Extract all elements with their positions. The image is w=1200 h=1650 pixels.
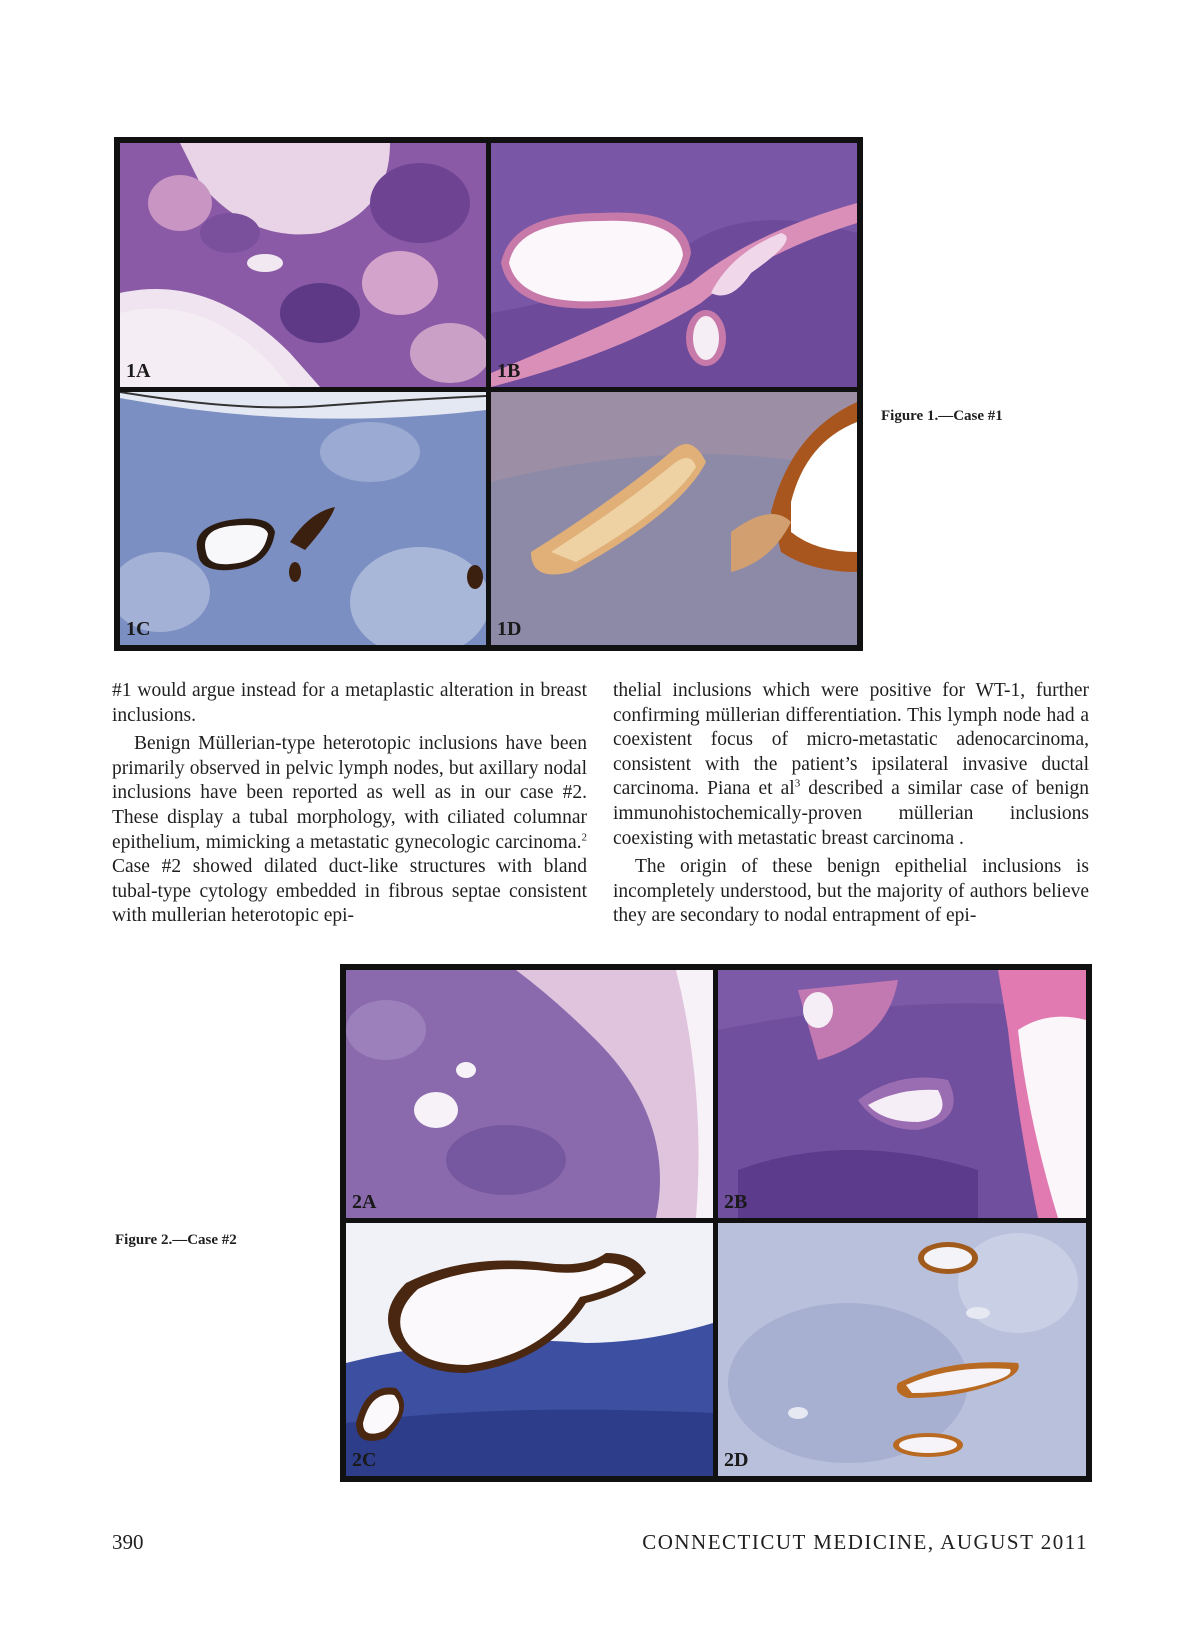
panel-label: 1D (497, 618, 522, 640)
paragraph-text: described a similar case of benign immunohistochemically-proven müllerian inclusions coexisting with metastatic breast carcinoma . (613, 778, 1089, 849)
paragraph: #1 would argue instead for a metaplastic alteration in breast inclusions. (112, 680, 587, 726)
figure-1d-image (491, 392, 857, 645)
panel-label: 2D (724, 1449, 749, 1471)
paragraph: The origin of these benign epithelial inclusions is incompletely understood, but the majority of authors believe they are secondary to nodal entrapment of epi- (613, 856, 1089, 927)
figure-2 (340, 964, 1092, 1482)
figure-1c-image (120, 392, 486, 645)
text-column-left (112, 679, 587, 929)
figure-2a-image (346, 970, 713, 1218)
citation-ref: 3 (794, 777, 801, 790)
figure-2b-image (718, 970, 1086, 1218)
panel-label: 1A (126, 360, 151, 382)
panel-label: 2A (352, 1191, 377, 1213)
text-column-right (613, 679, 1089, 929)
panel-label: 2C (352, 1449, 377, 1471)
paragraph (613, 679, 1089, 851)
paragraph (112, 732, 587, 929)
paragraph-text: Case #2 showed dilated duct-like structures with bland tubal-type cytology embedded in fibrous septae consistent with mullerian heterotopic epi- (112, 856, 587, 927)
figure-1b-image (491, 143, 857, 387)
running-title: CONNECTICUT MEDICINE, AUGUST 2011 (642, 1530, 1088, 1554)
citation-ref: 2 (581, 831, 587, 844)
figure-1-caption: Figure 1.—Case #1 (881, 408, 1003, 424)
figure-2-caption: Figure 2.—Case #2 (115, 1232, 237, 1248)
figure-1 (114, 137, 863, 651)
panel-label: 2B (724, 1191, 748, 1213)
figure-2d-image (718, 1223, 1086, 1476)
figure-2c-image (346, 1223, 713, 1476)
page-number: 390 (112, 1530, 144, 1554)
paragraph-text: thelial inclusions which were positive for WT-1, further confirming müllerian differentiation. This lymph node had a coexistent focus of micro-metastatic adenocarcinoma, consistent with the patient’s ipsilateral invasive ductal carcinoma. Piana et al (613, 680, 1089, 800)
paragraph-text: Benign Müllerian-type heterotopic inclusions have been primarily observed in pelvic lymph nodes, but axillary nodal inclusions have been reported as well as in our case #2. These display a tubal morphology, with ciliated columnar epithelium, mimicking a metastatic gynecologic carcinoma. (112, 733, 587, 853)
figure-1a-image (120, 143, 486, 387)
panel-label: 1B (497, 360, 521, 382)
panel-label: 1C (126, 618, 151, 640)
